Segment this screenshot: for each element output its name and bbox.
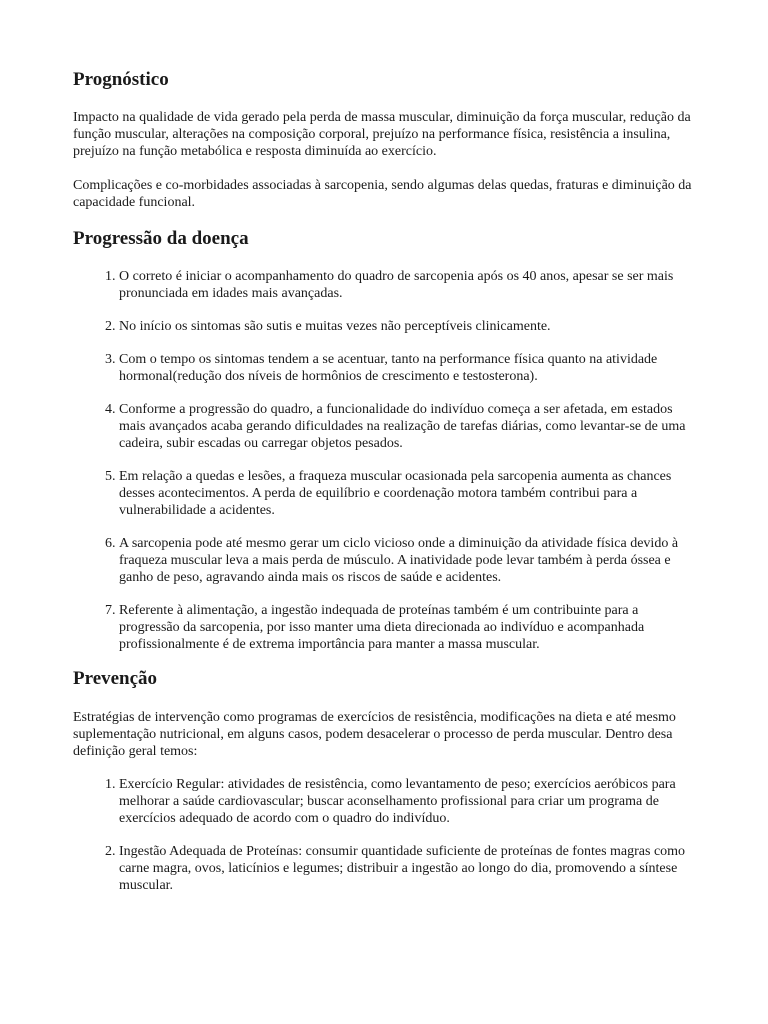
list-item: 4. Conforme a progressão do quadro, a funcionalidade do indivíduo começa a ser afetada, em estados mais avançados acaba gerando dificuldades na realização de tarefas diárias, como levantar-se de uma cadeira, subir escadas ou carregar objetos pesados.: [119, 401, 698, 452]
section-heading-prevencao: Prevenção: [73, 668, 158, 689]
list-item: 2. No início os sintomas são sutis e muitas vezes não perceptíveis clinicamente.: [119, 318, 698, 335]
progressao-list: [73, 268, 698, 653]
list-item: 6. A sarcopenia pode até mesmo gerar um ciclo vicioso onde a diminuição da atividade física devido à fraqueza muscular leva a mais perda de músculo. A inatividade pode levar também à perda óssea e ganho de peso, agravando ainda mais os riscos de saúde e acidentes.: [119, 535, 698, 586]
document-page: [73, 68, 698, 894]
paragraph: Estratégias de intervenção como programas de exercícios de resistência, modificações na dieta e até mesmo suplementação nutricional, em alguns casos, podem desacelerar o processo de perda muscular. Dentro desa definição geral temos:: [73, 710, 676, 759]
list-item: 5. Em relação a quedas e lesões, a fraqueza muscular ocasionada pela sarcopenia aumenta as chances desses acontecimentos. A perda de equilíbrio e coordenação motora também contribui para a vulnerabilidade a acidentes.: [119, 468, 698, 519]
section-heading-progressao: Progressão da doença: [73, 228, 249, 249]
section-heading-prognostico: Prognóstico: [73, 69, 169, 90]
list-item: 7. Referente à alimentação, a ingestão indequada de proteínas também é um contribuinte para a progressão da sarcopenia, por isso manter uma dieta direcionada ao indivíduo e acompanhada profissionalmente é de extrema importância para manter a massa muscular.: [119, 602, 698, 653]
prevencao-list: [73, 776, 698, 894]
list-item: 2. Ingestão Adequada de Proteínas: consumir quantidade suficiente de proteínas de fontes magras como carne magra, ovos, laticínios e legumes; distribuir a ingestão ao longo do dia, promovendo a síntese muscular.: [119, 843, 698, 894]
list-item: 1. O correto é iniciar o acompanhamento do quadro de sarcopenia após os 40 anos, apesar se ser mais pronunciada em idades mais avançadas.: [119, 268, 698, 302]
list-item: 3. Com o tempo os sintomas tendem a se acentuar, tanto na performance física quanto na atividade hormonal(redução dos níveis de hormônios de crescimento e testosterona).: [119, 351, 698, 385]
paragraph: Impacto na qualidade de vida gerado pela perda de massa muscular, diminuição da força muscular, redução da função muscular, alterações na composição corporal, prejuízo na performance física, resistência a insulina, prejuízo na função metabólica e resposta diminuída ao exercício.: [73, 110, 691, 159]
list-item: 1. Exercício Regular: atividades de resistência, como levantamento de peso; exercícios aeróbicos para melhorar a saúde cardiovascular; buscar aconselhamento profissional para criar um programa de exercícios adequado de acordo com o quadro do indivíduo.: [119, 776, 698, 827]
paragraph: Complicações e co-morbidades associadas à sarcopenia, sendo algumas delas quedas, fraturas e diminuição da capacidade funcional.: [73, 178, 692, 210]
